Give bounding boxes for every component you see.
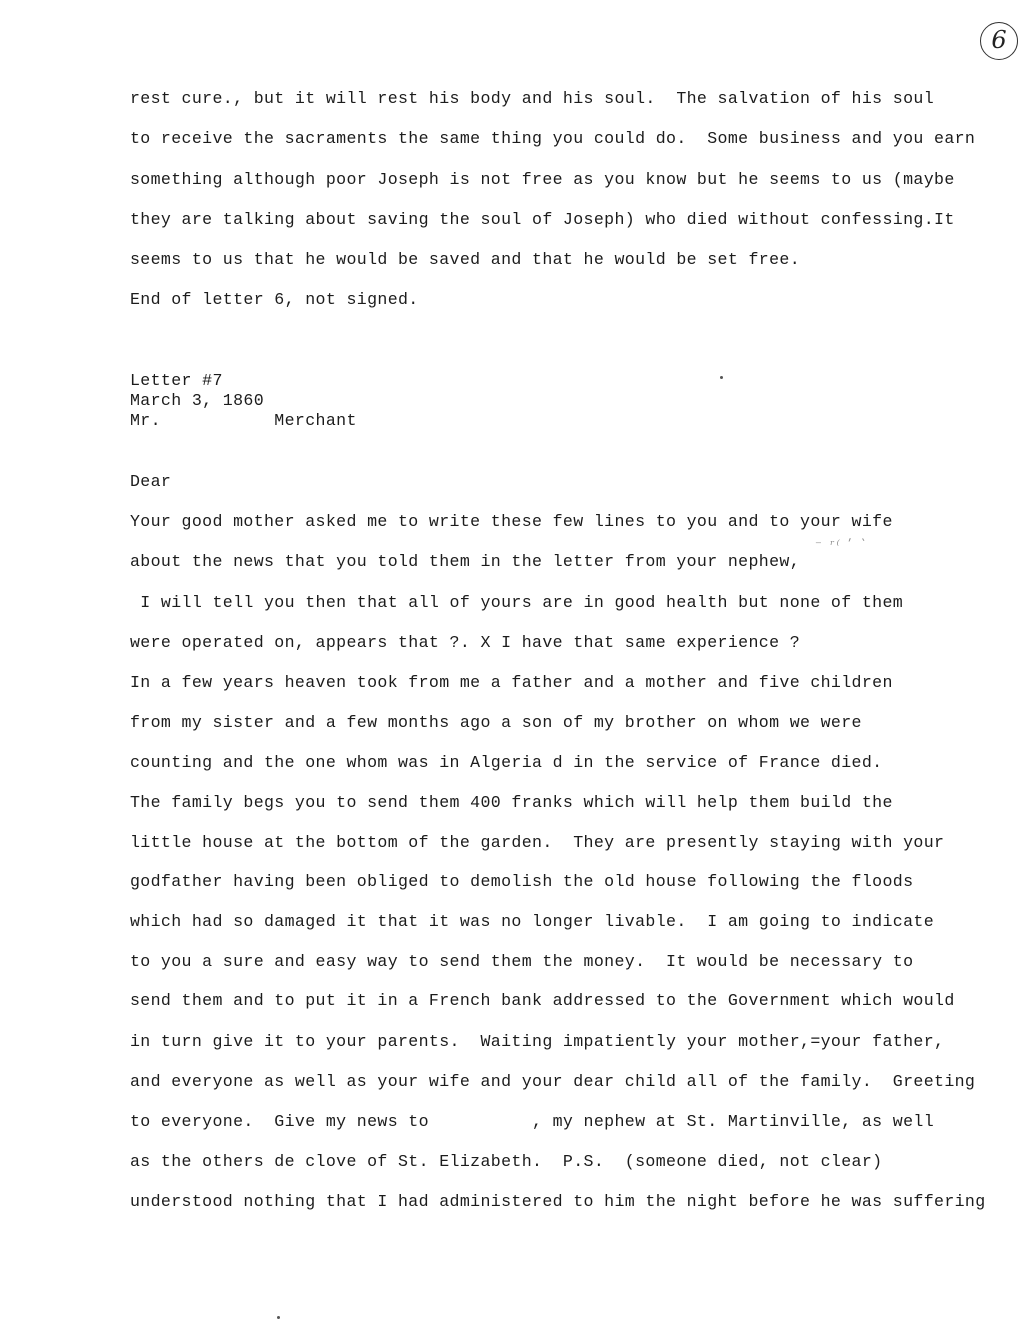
body-line: from my sister and a few months ago a son of my brother on whom we were [130,713,862,732]
continuation-line: rest cure., but it will rest his body and his soul. The salvation of his soul [130,89,935,108]
letter-heading: Letter #7 [130,371,223,390]
body-line: Your good mother asked me to write these few lines to you and to your wife [130,512,893,531]
body-line: as the others de clove of St. Elizabeth. P.S. (someone died, not clear) [130,1152,883,1171]
body-line: in turn give it to your parents. Waiting impatiently your mother,=your father, [130,1032,945,1051]
letter-salutation: Dear [130,472,172,491]
continuation-line: to receive the sacraments the same thing you could do. Some business and you earn [130,129,976,148]
continuation-line: seems to us that he would be saved and that he would be set free. [130,250,801,269]
end-of-letter-note: End of letter 6, not signed. [130,290,419,309]
continuation-line: they are talking about saving the soul of Joseph) who died without confessing.It [130,210,955,229]
faint-pencil-mark: ⁻ ʳ⁽ ʹ ˋ [815,538,869,553]
page-number-circle: 6 [980,22,1018,60]
ink-speck [277,1316,280,1319]
body-line: to everyone. Give my news to , my nephew at St. Martinville, as well [130,1112,935,1131]
ink-speck [720,376,723,379]
letter-addressee: Mr. Merchant [130,411,357,430]
body-line: understood nothing that I had administered to him the night before he was suffering [130,1192,986,1211]
body-line: The family begs you to send them 400 franks which will help them build the [130,793,893,812]
letter-date: March 3, 1860 [130,391,265,410]
body-line: godfather having been obliged to demolish the old house following the floods [130,872,914,891]
body-line: send them and to put it in a French bank addressed to the Government which would [130,991,955,1010]
continuation-line: something although poor Joseph is not free as you know but he seems to us (maybe [130,170,955,189]
body-line: to you a sure and easy way to send them the money. It would be necessary to [130,952,914,971]
body-line: In a few years heaven took from me a father and a mother and five children [130,673,893,692]
body-line: counting and the one whom was in Algeria d in the service of France died. [130,753,883,772]
body-line: and everyone as well as your wife and your dear child all of the family. Greeting [130,1072,976,1091]
body-line: I will tell you then that all of yours are in good health but none of them [130,593,904,612]
body-line: were operated on, appears that ?. X I have that same experience ? [130,633,801,652]
body-line: about the news that you told them in the letter from your nephew, [130,552,801,571]
body-line: which had so damaged it that it was no longer livable. I am going to indicate [130,912,935,931]
body-line: little house at the bottom of the garden. They are presently staying with your [130,833,945,852]
